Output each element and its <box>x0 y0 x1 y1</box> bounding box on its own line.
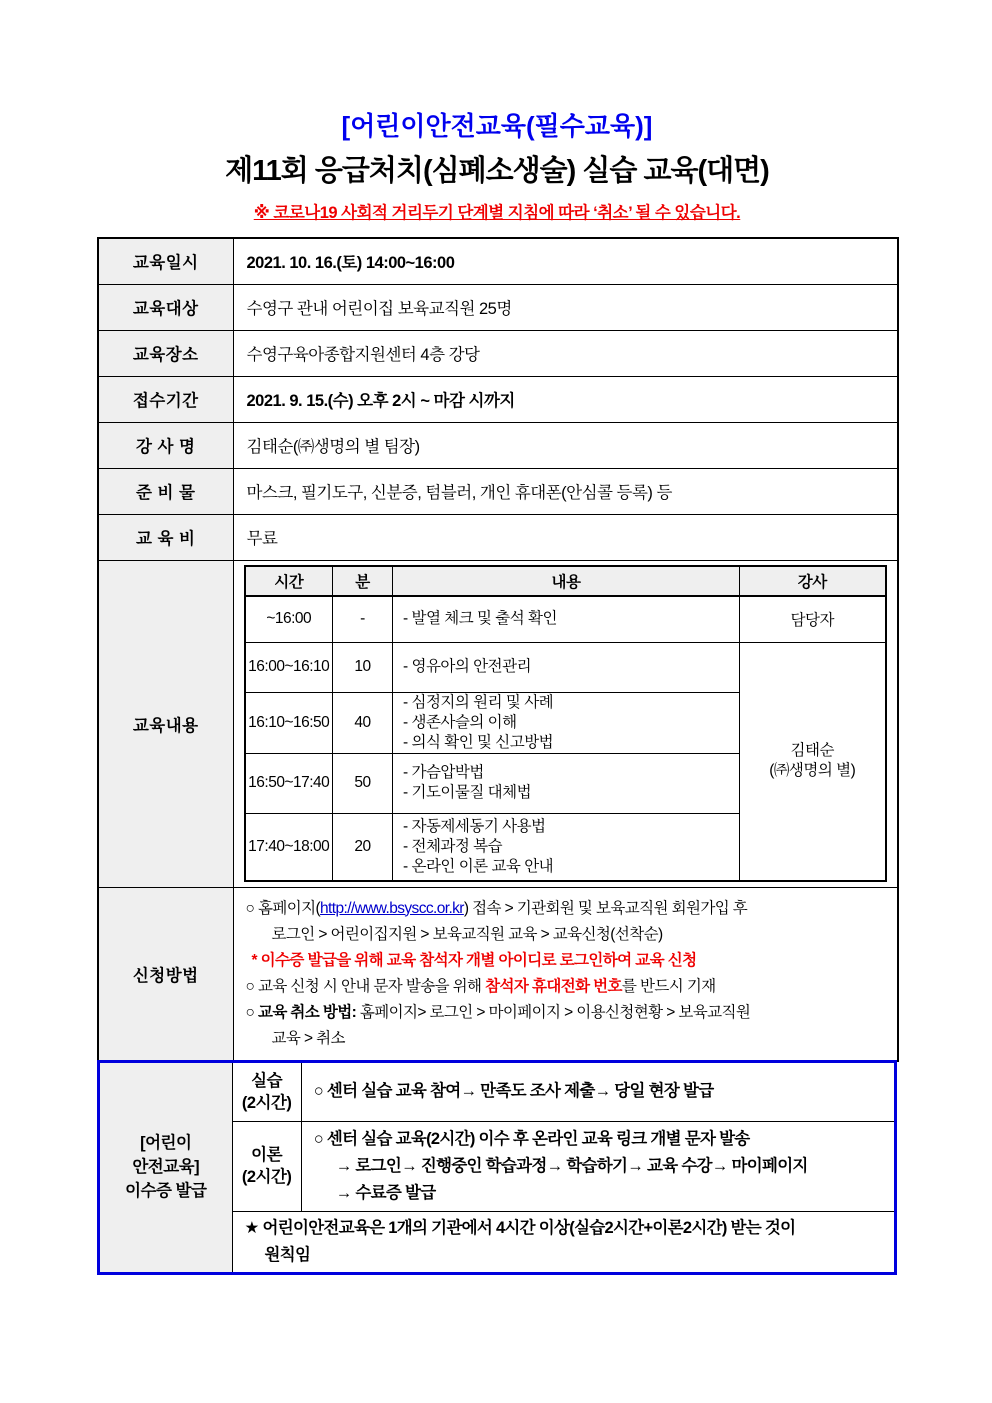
schedule-time: ~16:00 <box>245 596 333 642</box>
row-value-place: 수영구육아종합지원센터 4층 강당 <box>233 330 898 376</box>
page-title: [어린이안전교육(필수교육)] <box>341 111 653 141</box>
schedule-contents: - 가슴압박법 - 기도이물질 대체법 <box>393 753 740 813</box>
schedule-header-row <box>245 566 886 596</box>
apply-line-6: 교육 > 취소 <box>271 1029 345 1047</box>
schedule-minutes: 50 <box>333 753 393 813</box>
col-header-instructor: 강사 <box>740 566 886 596</box>
row-label-fee: 교 육 비 <box>98 514 233 560</box>
schedule-contents: - 발열 체크 및 출석 확인 <box>393 596 740 642</box>
schedule-minutes: 10 <box>333 642 393 692</box>
apply-line-5: ○ 교육 취소 방법: 홈페이지> 로그인 > 마이페이지 > 이용신청현황 > 보육교직원 <box>245 1003 751 1021</box>
row-value-date: 2021. 10. 16.(토) 14:00~16:00 <box>233 238 898 284</box>
table-row <box>98 238 898 284</box>
table-row-apply <box>98 887 898 1061</box>
apply-line-2: 로그인 > 어린이집지원 > 보육교직원 교육 > 교육신청(선착순) <box>271 925 663 943</box>
schedule-row <box>245 596 886 642</box>
schedule-time: 17:40~18:00 <box>245 813 333 881</box>
row-label-contents: 교육내용 <box>98 560 233 887</box>
table-row <box>98 468 898 514</box>
col-header-minutes: 분 <box>333 566 393 596</box>
certificate-label: [어린이 안전교육] 이수증 발급 <box>99 1061 233 1273</box>
schedule-instructor-merged: 김태순 (㈜생명의 별) <box>740 642 886 881</box>
table-row <box>98 376 898 422</box>
schedule-contents: - 자동제세동기 사용법 - 전체과정 복습 - 온라인 이론 교육 안내 <box>393 813 740 881</box>
table-row <box>98 284 898 330</box>
row-label-apply: 신청방법 <box>98 887 233 1061</box>
schedule-row <box>245 642 886 692</box>
row-label-instructor: 강 사 명 <box>98 422 233 468</box>
page-subtitle: 제11회 응급처치(심폐소생술) 실습 교육(대면) <box>225 155 769 187</box>
row-label-materials: 준 비 물 <box>98 468 233 514</box>
table-row <box>98 422 898 468</box>
schedule-minutes: - <box>333 596 393 642</box>
apply-line-3: * 이수증 발급을 위해 교육 참석자 개별 아이디로 로그인하여 교육 신청 <box>251 951 697 969</box>
certificate-type-theory: 이론 (2시간) <box>232 1121 301 1211</box>
schedule-cell <box>233 560 898 887</box>
row-label-place: 교육장소 <box>98 330 233 376</box>
website-link[interactable]: http://www.bsyscc.or.kr <box>320 899 464 917</box>
schedule-instructor: 담당자 <box>740 596 886 642</box>
course-info-table <box>97 237 899 1062</box>
row-value-fee: 무료 <box>233 514 898 560</box>
row-value-registration: 2021. 9. 15.(수) 오후 2시 ~ 마감 시까지 <box>233 376 898 422</box>
col-header-time: 시간 <box>245 566 333 596</box>
document-page <box>97 0 897 1275</box>
row-label-registration: 접수기간 <box>98 376 233 422</box>
col-header-contents: 내용 <box>393 566 740 596</box>
covid-cancel-notice: ※ 코로나19 사회적 거리두기 단계별 지침에 따라 ‘취소’ 될 수 있습니다. <box>253 204 741 222</box>
certificate-content-theory: ○ 센터 실습 교육(2시간) 이수 후 온라인 교육 링크 개별 문자 발송 → 로그인→ 진행중인 학습과정→ 학습하기→ 교육 수강→ 마이페이지 → 수료증 발급 <box>301 1121 895 1211</box>
table-row-schedule <box>98 560 898 887</box>
schedule-contents: - 영유아의 안전관리 <box>393 642 740 692</box>
row-label-date: 교육일시 <box>98 238 233 284</box>
table-row <box>98 514 898 560</box>
schedule-time: 16:50~17:40 <box>245 753 333 813</box>
row-label-target: 교육대상 <box>98 284 233 330</box>
schedule-time: 16:10~16:50 <box>245 692 333 753</box>
apply-cell <box>233 887 898 1061</box>
row-value-materials: 마스크, 필기도구, 신분증, 텀블러, 개인 휴대폰(안심콜 등록) 등 <box>233 468 898 514</box>
schedule-minutes: 40 <box>333 692 393 753</box>
certificate-row-practice <box>99 1061 896 1121</box>
schedule-time: 16:00~16:10 <box>245 642 333 692</box>
row-value-target: 수영구 관내 어린이집 보육교직원 25명 <box>233 284 898 330</box>
certificate-type-practice: 실습 (2시간) <box>232 1061 301 1121</box>
row-value-instructor: 김태순(㈜생명의 별 팀장) <box>233 422 898 468</box>
apply-line-4: ○ 교육 신청 시 안내 문자 발송을 위해 참석자 휴대전화 번호를 반드시 기재 <box>245 977 716 995</box>
schedule-table <box>244 565 887 882</box>
schedule-minutes: 20 <box>333 813 393 881</box>
certificate-section <box>97 1060 897 1275</box>
phone-number-highlight: 참석자 휴대전화 번호 <box>485 977 622 995</box>
certificate-note: ★ 어린이안전교육은 1개의 기관에서 4시간 이상(실습2시간+이론2시간) 받는 것이 원칙임 <box>232 1211 896 1273</box>
schedule-contents: - 심정지의 원리 및 사례 - 생존사슬의 이해 - 의식 확인 및 신고방법 <box>393 692 740 753</box>
table-row <box>98 330 898 376</box>
certificate-content-practice: ○ 센터 실습 교육 참여→ 만족도 조사 제출→ 당일 현장 발급 <box>301 1061 895 1121</box>
apply-line-1: ○ 홈페이지(http://www.bsyscc.or.kr) 접속 > 기관회원 및 보육교직원 회원가입 후 <box>245 899 748 917</box>
